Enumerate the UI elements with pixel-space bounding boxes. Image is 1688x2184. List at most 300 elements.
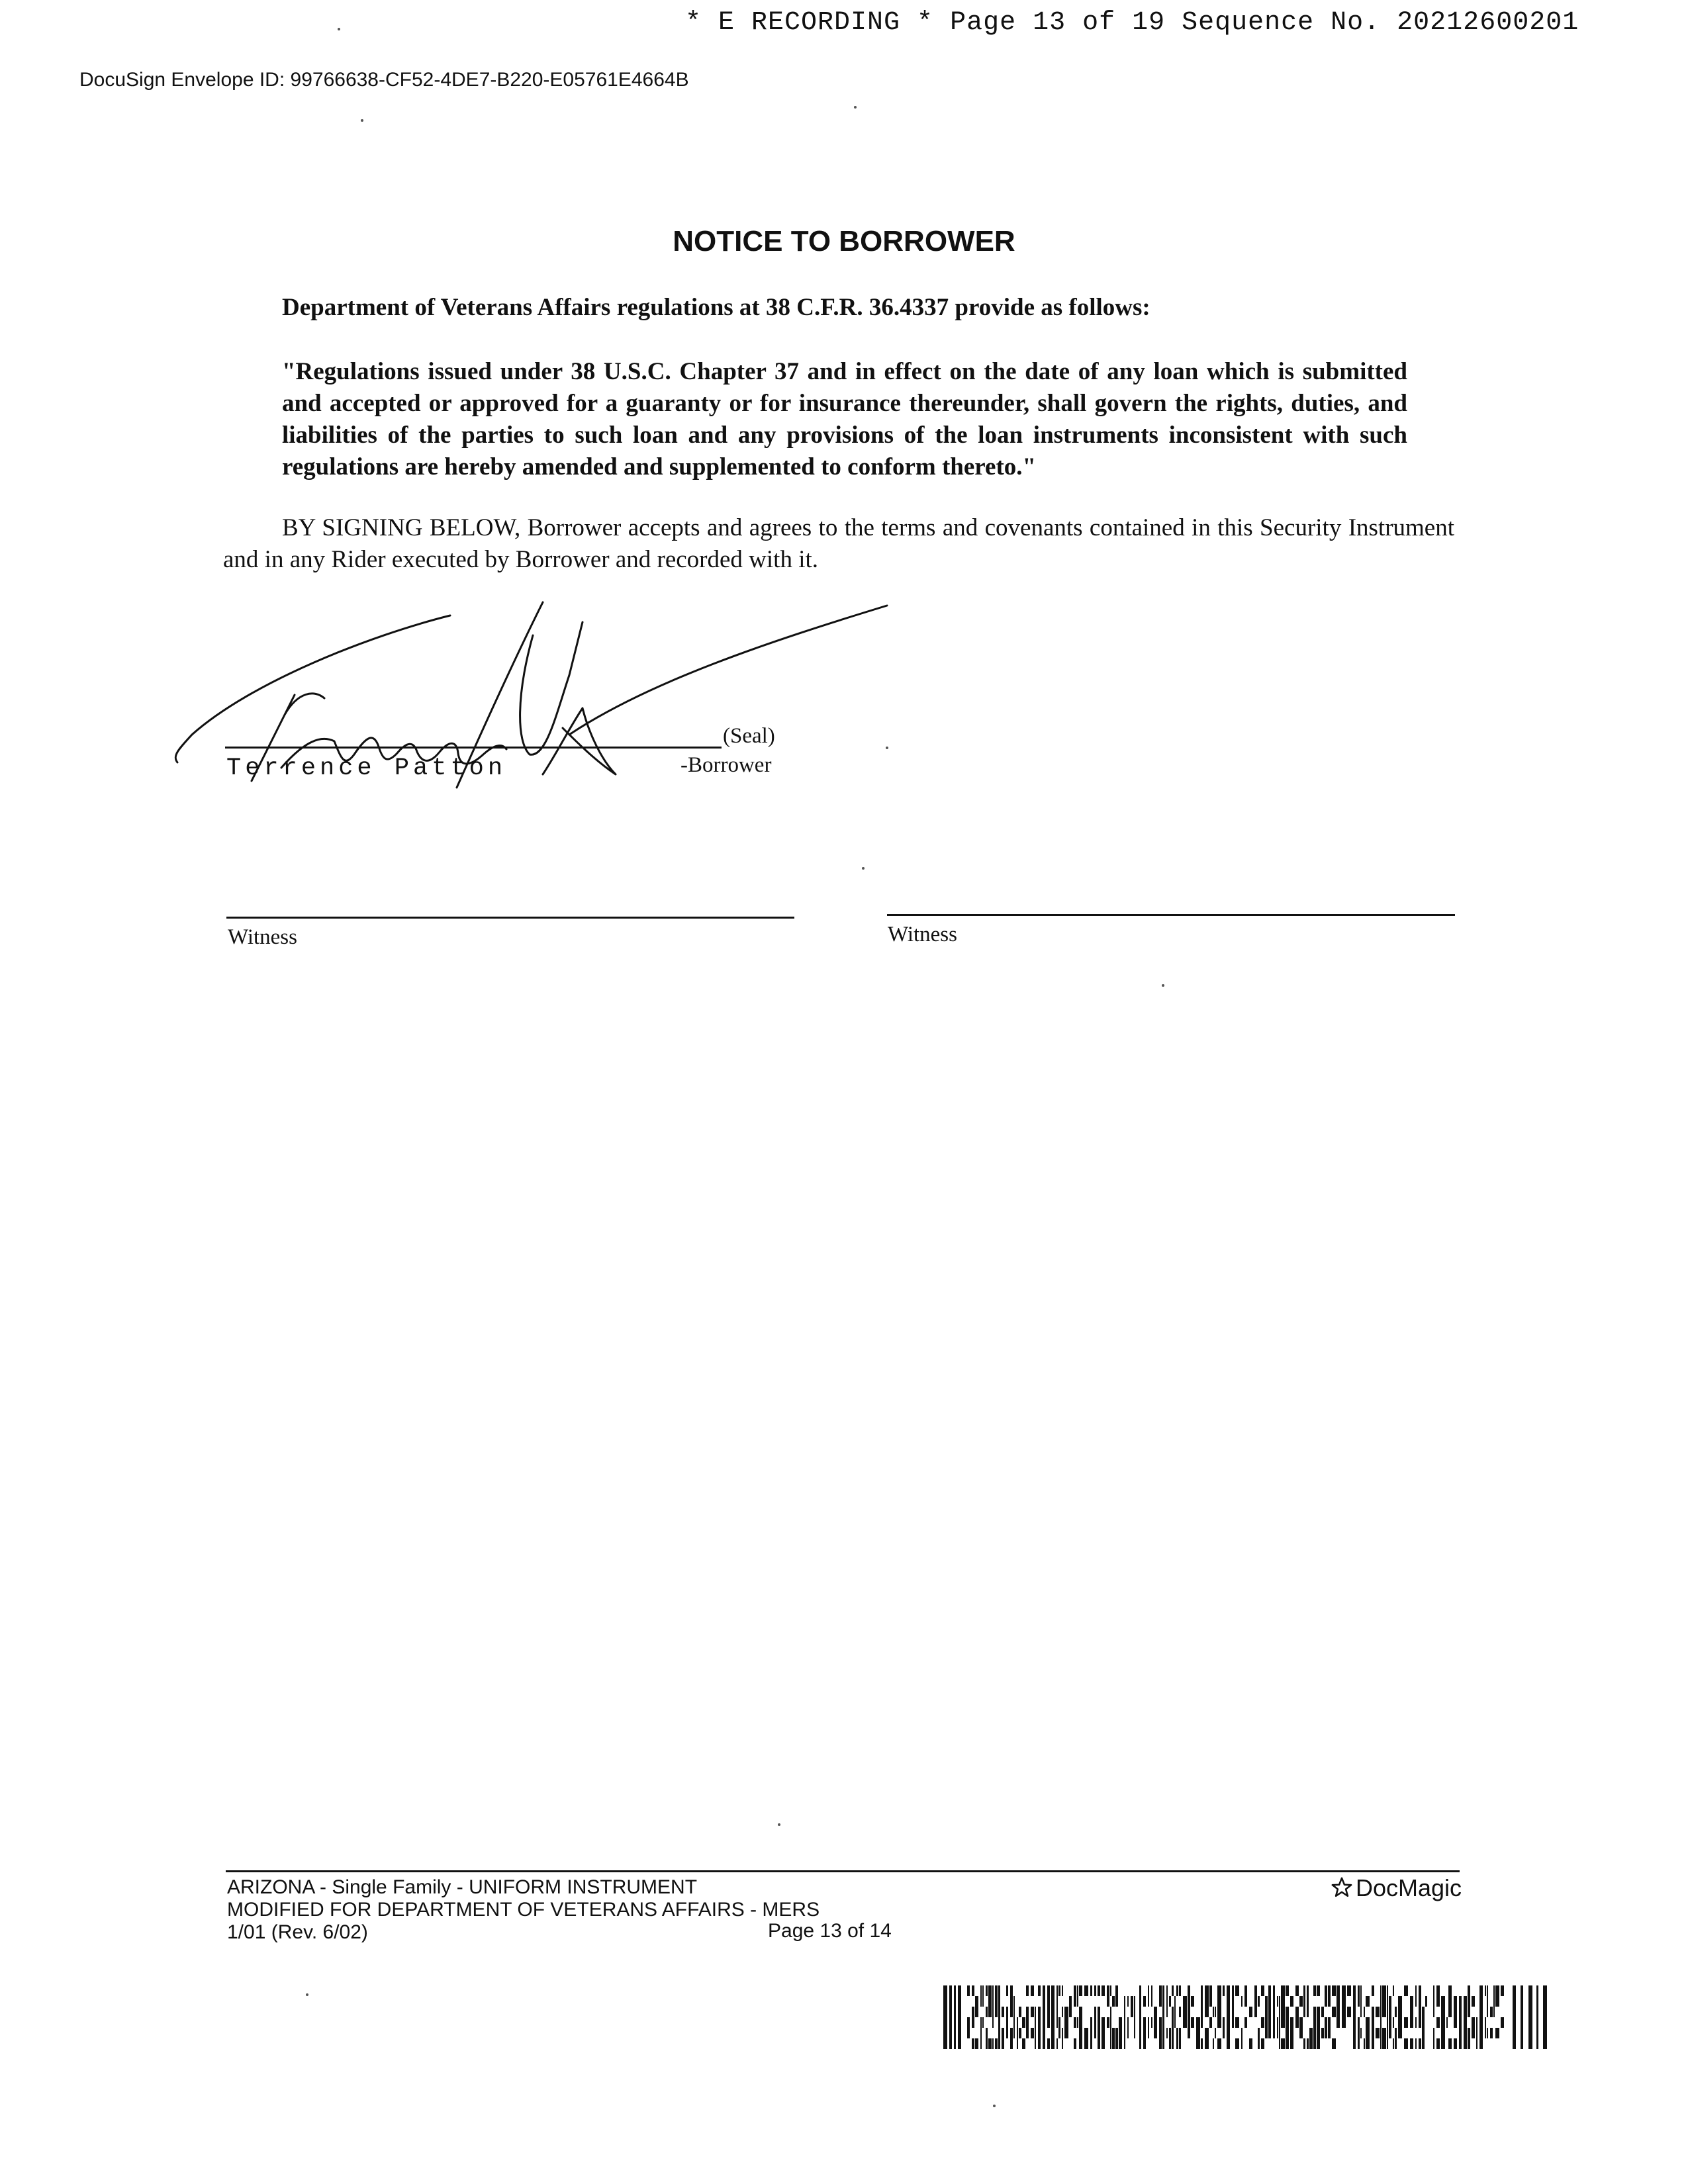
barcode-bar <box>1166 1996 1168 2007</box>
barcode-bar <box>1201 2007 1203 2017</box>
barcode-bar <box>1209 1996 1212 2007</box>
barcode-bar <box>1317 2038 1320 2049</box>
barcode-bar <box>1472 2017 1475 2028</box>
barcode-bar <box>1047 1996 1050 2007</box>
barcode-bar <box>1119 2017 1122 2028</box>
barcode-bar <box>1090 2028 1092 2038</box>
barcode-bar <box>1026 1985 1029 1996</box>
barcode-bar <box>1342 1985 1346 1996</box>
barcode-bar <box>1026 2028 1029 2038</box>
barcode-bar <box>972 2017 974 2028</box>
barcode-bar <box>980 1985 982 1996</box>
barcode-bar <box>1079 2028 1082 2038</box>
regulation-quote: "Regulations issued under 38 U.S.C. Chapter 37 and in effect on the date of any loan which is submitted and accepted or approved for a guaranty or for insurance thereunder, shall govern the rights, duties, and liabilities of the parties to such loan and any provisions of the loan instruments inconsistent with such regulations are hereby amended and supplemented to conform thereto." <box>282 358 1407 480</box>
barcode-bar <box>1528 1985 1532 2049</box>
barcode-bar <box>1235 2038 1239 2049</box>
barcode-bar <box>1389 2028 1391 2038</box>
barcode-bar <box>1098 2017 1100 2028</box>
barcode-bar <box>1223 2017 1225 2028</box>
barcode-bar <box>1436 2038 1440 2049</box>
barcode-bar <box>1162 2017 1164 2028</box>
scan-speck <box>338 28 340 30</box>
barcode-bar <box>1131 2007 1133 2017</box>
barcode-bar <box>1159 2038 1162 2049</box>
barcode-bar <box>1382 1996 1386 2007</box>
barcode-bar <box>1479 2028 1483 2038</box>
barcode-bar <box>1265 2028 1268 2038</box>
barcode-bar <box>1154 2017 1157 2028</box>
barcode-bar <box>1422 2007 1425 2017</box>
barcode-bar <box>1139 1985 1141 1996</box>
barcode-bar <box>1404 2017 1408 2028</box>
barcode-bar <box>1166 2007 1168 2017</box>
barcode-bar <box>1353 2038 1356 2049</box>
barcode-bar <box>1115 2038 1118 2049</box>
barcode-bar <box>1013 2017 1015 2028</box>
barcode-bar <box>1273 2007 1275 2017</box>
barcode-bar <box>1303 1996 1305 2007</box>
barcode-bar <box>1169 2028 1171 2038</box>
borrower-label: -Borrower <box>680 753 772 777</box>
barcode-bar <box>1077 1985 1078 1996</box>
barcode-bar <box>1196 2038 1200 2049</box>
barcode-bar <box>1347 2007 1351 2017</box>
barcode-bar <box>1035 2028 1036 2038</box>
barcode-bar <box>1172 2028 1174 2038</box>
barcode-bar <box>972 1985 974 1996</box>
barcode-bar <box>1090 2017 1092 2028</box>
barcode-bar <box>1031 1985 1034 1996</box>
barcode-bar <box>1038 2017 1041 2028</box>
barcode-bar <box>1235 2017 1239 2028</box>
barcode-bar <box>1265 2007 1268 2017</box>
barcode-bar <box>1056 2038 1058 2049</box>
barcode-bar <box>1064 2017 1068 2028</box>
barcode-bar <box>1265 2017 1268 2028</box>
barcode-bar <box>1448 1985 1452 1996</box>
barcode-bar <box>1389 2007 1391 2017</box>
barcode-bar <box>1151 1996 1152 2007</box>
barcode-bar <box>998 2038 1000 2049</box>
barcode-bar <box>1079 2017 1082 2028</box>
barcode-bar <box>1051 2017 1055 2028</box>
barcode-bar <box>1127 1996 1129 2007</box>
barcode-bar <box>1328 2017 1331 2028</box>
barcode-bar <box>1380 1985 1382 1996</box>
barcode-bar <box>1419 1985 1421 1996</box>
barcode-bar <box>1372 2038 1374 2049</box>
barcode-bar <box>1433 1985 1434 1996</box>
scan-speck <box>306 1993 308 1996</box>
barcode-bar <box>1468 1996 1470 2007</box>
barcode-bar <box>967 2017 970 2028</box>
barcode-bar <box>1313 2017 1316 2028</box>
barcode-bar <box>1382 2028 1386 2038</box>
barcode-bar <box>1261 2038 1264 2049</box>
barcode-bar <box>1051 2028 1055 2038</box>
barcode-bar <box>1124 2028 1125 2038</box>
barcode-bar <box>1268 2028 1271 2038</box>
barcode-bar <box>1336 2007 1340 2017</box>
barcode-bar <box>980 1996 982 2007</box>
barcode-bar <box>1134 1996 1135 2007</box>
barcode-bar <box>1273 1985 1275 1996</box>
barcode-bar <box>1387 2038 1388 2049</box>
barcode-bar <box>1277 2028 1278 2038</box>
barcode-bar <box>1273 2028 1275 2038</box>
barcode-bar <box>1464 2028 1467 2038</box>
recording-stamp: * E RECORDING * Page 13 of 19 Sequence No. 20212600201 <box>685 8 1579 38</box>
barcode-bar <box>1313 2028 1316 2038</box>
barcode-bar <box>1124 1996 1125 2007</box>
barcode-bar <box>1295 1985 1299 1996</box>
barcode-bar <box>1074 1996 1076 2007</box>
barcode-bar <box>1364 2007 1365 2017</box>
barcode-bar <box>1286 1985 1289 1996</box>
barcode-bar <box>1353 2028 1356 2038</box>
barcode-bar <box>1281 2038 1285 2049</box>
barcode-bar <box>1241 1996 1243 2007</box>
barcode-bar <box>988 2038 992 2049</box>
barcode-bar <box>1038 1985 1041 1996</box>
barcode-bar <box>1205 1985 1209 1996</box>
barcode-bar <box>1191 1996 1194 2007</box>
barcode-bar <box>1162 1985 1164 1996</box>
barcode-bar <box>1325 2028 1327 2038</box>
barcode-bar <box>1110 2028 1111 2038</box>
barcode-bar <box>1410 2007 1413 2017</box>
barcode-bar <box>1382 1985 1386 1996</box>
barcode-bar <box>1174 2017 1176 2028</box>
barcode-bar <box>1143 2028 1146 2038</box>
barcode-bar <box>1313 1985 1316 1996</box>
barcode-bar <box>1013 2028 1015 2038</box>
barcode-bar <box>1404 1985 1408 1996</box>
barcode-bar <box>1279 2028 1280 2038</box>
barcode-bar <box>1124 2007 1125 2017</box>
barcode-bar <box>1332 2007 1336 2017</box>
barcode-bar <box>980 2038 982 2049</box>
barcode-bar <box>1261 2017 1264 2028</box>
signing-statement: BY SIGNING BELOW, Borrower accepts and agrees to the terms and covenants contained in this Security Instrument and in any Rider executed by Borrower and recorded with it. <box>223 514 1454 573</box>
barcode-bar <box>1241 2038 1243 2049</box>
barcode-bar <box>1227 1996 1230 2007</box>
barcode-bar <box>1493 1996 1495 2007</box>
barcode-bar <box>1299 1996 1303 2007</box>
barcode-bar <box>1422 2028 1425 2038</box>
barcode-bar <box>1290 2028 1293 2038</box>
barcode-bar <box>1360 2007 1362 2017</box>
barcode-bar <box>1395 2038 1397 2049</box>
barcode-bar <box>1393 2038 1394 2049</box>
barcode-bar <box>1454 2007 1457 2017</box>
barcode-bar <box>1410 2017 1413 2028</box>
barcode-bar <box>1058 1985 1060 1996</box>
barcode-bar <box>1162 1996 1164 2007</box>
footer-divider <box>226 1870 1460 1872</box>
barcode-bar <box>1249 2007 1252 2017</box>
borrower-name: Terrence Patton <box>226 754 507 782</box>
barcode-bar <box>1183 2007 1187 2017</box>
barcode-bar <box>1043 1996 1045 2007</box>
barcode-bar <box>1490 2028 1493 2038</box>
barcode-bar <box>1353 2007 1356 2017</box>
barcode-bar <box>1172 1985 1174 1996</box>
barcode-bar <box>1201 2038 1203 2049</box>
barcode-bar <box>980 2028 982 2038</box>
barcode-bar <box>1495 2028 1499 2038</box>
footer-form-modifier: MODIFIED FOR DEPARTMENT OF VETERANS AFFAIRS - MERS <box>227 1899 820 1921</box>
barcode-bar <box>1328 2028 1331 2038</box>
barcode-bar <box>967 1985 970 1996</box>
barcode-bar <box>1336 1996 1340 2007</box>
barcode-bar <box>995 2007 998 2017</box>
barcode-bar <box>1062 2028 1063 2038</box>
barcode-bar <box>1047 2007 1050 2017</box>
borrower-signature-line <box>225 747 722 749</box>
barcode-bar <box>1094 2017 1096 2028</box>
barcode-bar <box>1205 2028 1209 2038</box>
barcode-bar <box>1074 1985 1076 1996</box>
barcode-bar <box>1107 2017 1109 2028</box>
barcode-bar <box>1468 1985 1470 1996</box>
barcode-bar <box>1217 2017 1221 2028</box>
barcode-bar <box>1433 2038 1434 2049</box>
barcode-bar <box>1446 2017 1448 2028</box>
barcode-bar <box>1380 2028 1382 2038</box>
barcode-bar <box>1307 2038 1309 2049</box>
barcode-bar <box>1258 2038 1260 2049</box>
barcode-bar <box>1159 1996 1162 2007</box>
barcode-bar <box>1244 2017 1247 2028</box>
barcode-bar <box>1043 2038 1045 2049</box>
barcode-bar <box>1360 1985 1362 1996</box>
barcode-bar <box>998 1985 1000 1996</box>
witness-line-right <box>887 914 1455 916</box>
barcode-bar <box>1188 2007 1190 2017</box>
barcode-bar <box>1209 1985 1212 1996</box>
barcode-bar <box>1358 2038 1360 2049</box>
barcode-bar <box>1002 2038 1004 2049</box>
barcode-bar <box>1227 2028 1230 2038</box>
barcode-bar <box>1154 2007 1157 2017</box>
barcode-bar <box>1479 2007 1483 2017</box>
barcode-bar <box>1148 1996 1149 2007</box>
barcode-bar <box>1328 1985 1331 1996</box>
barcode-bar <box>1307 1996 1309 2007</box>
barcode-bar <box>1019 2028 1021 2038</box>
barcode-bar <box>975 2038 978 2049</box>
barcode-bar <box>988 2007 992 2017</box>
barcode-bar <box>1079 2007 1082 2017</box>
barcode-bar <box>1485 1985 1486 1996</box>
barcode-bar <box>982 1996 984 2007</box>
barcode-bar <box>1249 2038 1252 2049</box>
barcode-bar <box>1112 2028 1115 2038</box>
barcode-bar <box>1476 2038 1477 2049</box>
barcode-bar <box>1387 1996 1388 2007</box>
barcode-bar <box>1387 2017 1388 2028</box>
barcode-bar <box>1487 1996 1488 2007</box>
barcode-bar <box>1459 2028 1462 2038</box>
barcode-bar <box>1281 1996 1285 2007</box>
barcode-bar <box>1232 1985 1234 1996</box>
barcode-bar <box>1398 2028 1402 2038</box>
barcode-bar <box>1479 2017 1483 2028</box>
barcode-bar <box>1056 2007 1058 2017</box>
barcode-bar <box>1115 1996 1118 2007</box>
barcode-bar <box>1013 2007 1015 2017</box>
barcode-bar <box>1317 2017 1320 2028</box>
barcode-bar <box>1205 1996 1209 2007</box>
barcode-bar <box>1010 1985 1013 1996</box>
barcode-bar <box>1139 2007 1141 2017</box>
barcode-bar <box>1051 2038 1055 2049</box>
barcode-bar <box>1179 2038 1181 2049</box>
barcode-bar <box>1172 2038 1174 2049</box>
barcode-bar <box>992 2038 994 2049</box>
barcode-bar <box>1441 2028 1445 2038</box>
barcode-bar <box>1268 2007 1271 2017</box>
barcode-bar <box>1495 1985 1499 1996</box>
barcode-bar <box>1002 2028 1004 2038</box>
barcode-bar <box>1115 2028 1118 2038</box>
barcode-bar <box>1501 1985 1504 1996</box>
docusign-envelope-id: DocuSign Envelope ID: 99766638-CF52-4DE7-B220-E05761E4664B <box>79 69 689 91</box>
barcode-bar <box>1448 1996 1452 2007</box>
barcode-bar <box>1415 1996 1417 2007</box>
barcode-bar <box>1069 2007 1072 2017</box>
barcode-bar <box>1464 1996 1467 2007</box>
barcode-bar <box>1090 2038 1092 2049</box>
barcode-bar <box>1479 1985 1483 1996</box>
barcode-bar <box>1110 2017 1111 2028</box>
barcode-bar <box>1151 1985 1152 1996</box>
barcode-bar <box>1360 2028 1362 2038</box>
barcode-bar <box>1179 1985 1181 1996</box>
barcode-bar <box>1321 2028 1324 2038</box>
barcode-bar <box>1232 1996 1234 2007</box>
barcode-bar <box>1179 2028 1181 2038</box>
barcode-bar <box>1448 2007 1452 2017</box>
barcode-bar <box>1209 2017 1212 2028</box>
barcode-bar <box>1459 1996 1462 2007</box>
barcode-bar <box>1366 2028 1370 2038</box>
barcode-bar <box>986 2007 988 2017</box>
barcode-bar <box>975 1996 978 2007</box>
barcode-bar <box>1372 2028 1374 2038</box>
barcode-bar <box>1366 2017 1370 2028</box>
barcode-bar <box>1038 2028 1041 2038</box>
barcode-bar <box>1398 2007 1402 2017</box>
barcode-bar <box>1051 1996 1055 2007</box>
barcode-bar <box>1425 1996 1427 2007</box>
barcode-bar <box>1380 1996 1382 2007</box>
barcode-bar <box>1419 2017 1421 2028</box>
barcode-bar <box>972 2038 974 2049</box>
barcode-bar <box>1487 1985 1488 1996</box>
barcode-bar <box>1281 2017 1285 2028</box>
barcode-bar <box>1124 2038 1125 2049</box>
barcode-bar <box>1074 2017 1076 2028</box>
barcode-bar <box>1436 1996 1440 2007</box>
barcode-bar <box>1273 1996 1275 2007</box>
barcode-bar <box>1112 2038 1115 2049</box>
barcode-bar <box>1112 1996 1115 2007</box>
barcode-bar <box>986 2028 988 2038</box>
barcode-bar <box>998 2028 1000 2038</box>
barcode-bar <box>1398 1996 1402 2007</box>
barcode-bar <box>1543 1985 1547 2049</box>
barcode-bar <box>1069 1996 1072 2007</box>
barcode-bar <box>1415 2038 1417 2049</box>
barcode-bar <box>1064 2028 1068 2038</box>
barcode-bar <box>1035 2017 1036 2028</box>
barcode-bar <box>1376 2028 1380 2038</box>
barcode-bar <box>1131 1996 1133 2007</box>
barcode-bar <box>1303 1985 1305 1996</box>
barcode-bar <box>1244 1996 1247 2007</box>
barcode-bar <box>1110 2038 1111 2049</box>
barcode-bar <box>967 2028 970 2038</box>
barcode-bar <box>1090 1985 1092 1996</box>
barcode-bar <box>1151 2017 1152 2028</box>
barcode-bar <box>1077 1996 1078 2007</box>
barcode-bar <box>1395 2028 1397 2038</box>
barcode-bar <box>1410 1996 1413 2007</box>
barcode-bar <box>1258 1996 1260 2007</box>
barcode-bar <box>1479 1996 1483 2007</box>
barcode-bar <box>1227 2007 1230 2017</box>
barcode-bar <box>1521 1985 1523 2049</box>
barcode-bar <box>1148 2028 1149 2038</box>
barcode-bar <box>1244 1985 1247 1996</box>
barcode-bar <box>1464 2038 1467 2049</box>
barcode-bar <box>1376 2007 1380 2017</box>
barcode-bar <box>1258 2028 1260 2038</box>
barcode-bar <box>1143 2017 1146 2028</box>
barcode-bar <box>1215 2007 1216 2017</box>
barcode-bar <box>1035 2007 1036 2017</box>
barcode-bar <box>1380 2007 1382 2017</box>
barcode-bar <box>998 2007 1000 2017</box>
barcode-bar <box>1084 2038 1088 2049</box>
barcode-bar <box>982 1985 984 1996</box>
barcode-bar <box>972 2007 974 2017</box>
barcode-bar <box>1419 2007 1421 2017</box>
barcode-bar <box>1102 2028 1105 2038</box>
barcode-bar <box>1098 2038 1100 2049</box>
barcode-bar <box>1472 2028 1475 2038</box>
barcode-bar <box>995 2038 998 2049</box>
barcode-bar <box>992 2017 994 2028</box>
barcode-bar <box>1325 1996 1327 2007</box>
barcode-bar <box>1043 1985 1045 1996</box>
barcode-bar <box>1162 2038 1164 2049</box>
barcode-bar <box>943 1985 947 2049</box>
barcode-bar <box>1372 1985 1374 1996</box>
barcode-bar <box>1342 2007 1346 2017</box>
barcode-bar <box>1094 1985 1096 1996</box>
barcode-bar <box>1043 2017 1045 2028</box>
barcode-bar <box>1188 2028 1190 2038</box>
barcode-bar <box>1176 1985 1178 1996</box>
barcode-bar <box>1217 2007 1221 2017</box>
barcode-bar <box>1127 2017 1129 2028</box>
barcode-bar <box>1241 2028 1243 2038</box>
barcode-bar <box>1139 2038 1141 2049</box>
barcode-bar <box>1064 2007 1068 2017</box>
